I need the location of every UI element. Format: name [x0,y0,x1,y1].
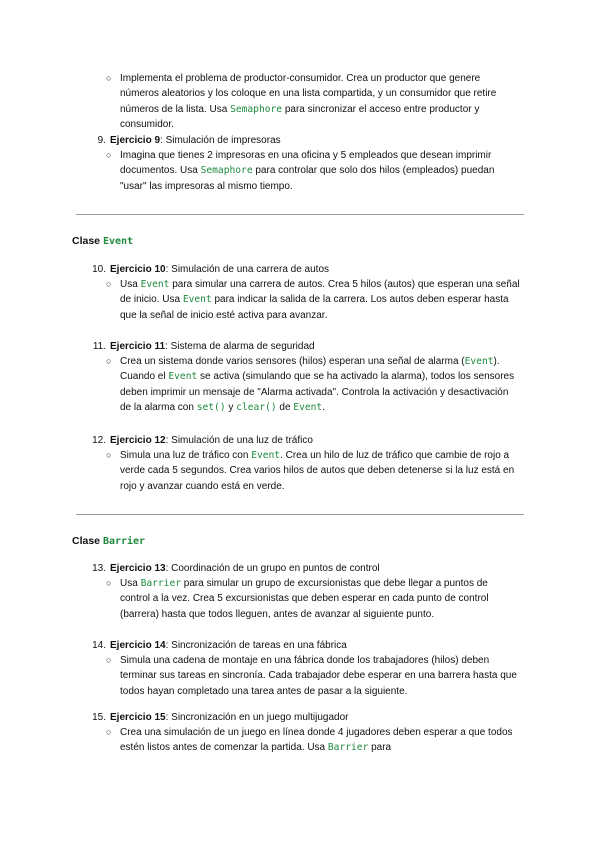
heading-code: Event [102,236,134,247]
bullet-text: ). Cuando el [120,356,500,383]
list-item-exercise-10 [76,262,526,277]
list-bullet-alarm [120,354,520,416]
exercise-label: Ejercicio 11 [110,341,166,352]
exercise-title: : Coordinación de un grupo en puntos de control [165,563,380,574]
bullet-text: para simular un grupo de excursionistas que debe llegar a puntos de control a la vez. Crea 5 excursionistas que deben esperar en cada punto de control (barrera) hasta que todos lleguen, antes de avanzar al siguiente punto. [120,578,489,620]
inline-code: set() [196,402,226,414]
exercise-label: Ejercicio 9 [110,135,161,146]
bullet-text: Imagina que tienes 2 impresoras en una oficina y 5 empleados que desean imprimir documentos. Usa [120,150,492,177]
list-bullet-hikers [120,576,520,622]
heading-text: Clase [72,235,103,247]
inline-code: Event [251,450,281,461]
bullet-text: Usa [120,279,141,290]
section-divider [76,214,524,215]
bullet-text: para controlar que solo dos hilos (empleados) puedan "usar" las impresoras al mismo tiempo. [120,165,495,192]
list-item-exercise-14 [76,638,526,653]
exercise-label: Ejercicio 12 [110,435,166,446]
item-number: 10. [92,264,106,275]
exercise-title: : Sincronización en un juego multijugador [165,712,349,723]
bullet-text: Simula una cadena de montaje en una fábrica donde los trabajadores (hilos) deben terminar sus tareas en sincronía. Cada trabajador debe esperar en una barrera hasta que todos hayan completado una tarea antes de pasar a la siguiente. [120,655,517,697]
item-number: 13. [92,563,106,574]
item-number: 9. [97,135,106,146]
inline-code: Barrier [140,578,181,589]
exercise-label: Ejercicio 15 [110,712,166,723]
exercise-title: : Sistema de alarma de seguridad [165,341,315,352]
item-number: 14. [92,640,106,651]
bullet-text: Crea una simulación de un juego en línea donde 4 jugadores deben esperar a que todos estén listos antes de comenzar la partida. Usa [120,727,513,754]
bullet-text: . [322,402,325,414]
exercise-label: Ejercicio 14 [110,640,166,651]
inline-code: Event [168,371,198,383]
exercise-title: : Simulación de una luz de tráfico [165,435,313,446]
bullet-text: . Crea un hilo de luz de tráfico que cambie de rojo a verde cada 5 segundos. Crea varios hilos de autos que deben detenerse si la luz está en rojo y avanzar cuando está en verde. [120,450,515,492]
exercise-label: Ejercicio 13 [110,563,166,574]
inline-code: clear() [236,402,277,414]
exercise-title: : Simulación de impresoras [160,135,281,146]
item-number: 11. [92,341,106,352]
list-item-exercise-15 [76,710,526,725]
bullet-text: para simular una carrera de autos. Crea 5 hilos (autos) que esperan una señal de inicio. Usa [120,279,520,306]
list-bullet-multiplayer [120,725,520,756]
section-divider [76,514,524,515]
inline-code: Semaphore [200,165,253,177]
list-bullet-car-race [120,277,520,323]
item-number: 15. [92,712,106,723]
bullet-text: de [276,402,294,414]
inline-code: Barrier [327,742,369,754]
section-heading-event [72,234,133,249]
list-bullet-producer-consumer [120,71,520,133]
item-number: 12. [92,435,106,446]
list-bullet-printers [120,148,520,194]
inline-code: Event [293,402,323,414]
list-item-exercise-11 [76,339,526,354]
section-heading-barrier [72,534,145,549]
bullet-text: Simula una luz de tráfico con [120,450,252,461]
heading-text: Clase [72,535,103,547]
bullet-text: Usa [120,578,141,589]
exercise-title: : Simulación de una carrera de autos [165,264,330,275]
exercise-label: Ejercicio 10 [110,264,166,275]
inline-code: Event [182,294,212,306]
inline-code: Semaphore [230,103,283,115]
inline-code: Event [464,356,494,367]
list-bullet-factory [120,653,520,699]
list-item-exercise-9 [76,133,526,148]
list-item-exercise-13 [76,561,526,576]
inline-code: Event [140,279,170,290]
bullet-text: se activa (simulando que se ha activado la alarma), todos los sensores deben imprimir un mensaje de "Alarma activada". Controla la activación y desactivación de la alarma con [120,371,515,414]
list-item-exercise-12 [76,433,526,448]
bullet-text: y [225,402,237,414]
bullet-text: para [368,742,392,754]
bullet-text: Crea un sistema donde varios sensores (hilos) esperan una señal de alarma ( [120,356,465,367]
bullet-text: para indicar la salida de la carrera. Los autos deben esperar hasta que la señal de inicio esté activa para avanzar. [120,294,509,321]
bullet-text: Implementa el problema de productor-consumidor. Crea un productor que genere números aleatorios y los coloque en una lista compartida, y un consumidor que retire números de la lista. Usa [120,73,497,115]
exercise-title: : Sincronización de tareas en una fábrica [165,640,347,651]
bullet-text: para sincronizar el acceso entre productor y consumidor. [120,103,480,131]
heading-code: Barrier [102,536,146,547]
list-bullet-traffic-light [120,448,520,494]
